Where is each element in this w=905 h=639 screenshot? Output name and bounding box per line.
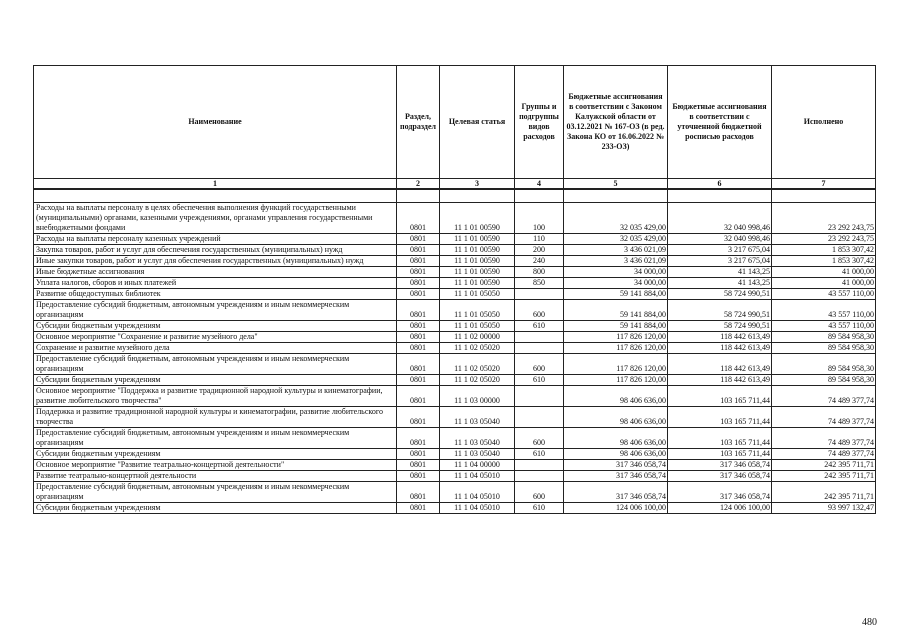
- row-section: 0801: [397, 234, 440, 245]
- row-group: 600: [515, 354, 564, 375]
- row-section: 0801: [397, 332, 440, 343]
- row-name: Субсидии бюджетным учреждениям: [34, 375, 397, 386]
- table-row: [34, 482, 876, 503]
- row-article: 11 1 03 05040: [440, 449, 515, 460]
- row-executed: 1 853 307,42: [772, 245, 876, 256]
- page-number: 480: [862, 617, 877, 628]
- row-article: 11 1 04 05010: [440, 503, 515, 514]
- row-article: 11 1 03 00000: [440, 386, 515, 407]
- row-name: Основное мероприятие "Развитие театрально-концертной деятельности": [34, 460, 397, 471]
- row-budget-law: 32 035 429,00: [564, 203, 668, 234]
- row-budget-refined: 32 040 998,46: [668, 203, 772, 234]
- header-row: [34, 66, 876, 179]
- row-name: Предоставление субсидий бюджетным, автономным учреждениям и иным некоммерческим организациям: [34, 300, 397, 321]
- budget-table: [33, 65, 876, 514]
- row-executed: 74 489 377,74: [772, 386, 876, 407]
- table-row: [34, 343, 876, 354]
- table-row: [34, 407, 876, 428]
- row-executed: 23 292 243,75: [772, 203, 876, 234]
- row-budget-refined: 41 143,25: [668, 267, 772, 278]
- row-executed: 242 395 711,71: [772, 471, 876, 482]
- row-group: [515, 471, 564, 482]
- row-name: Предоставление субсидий бюджетным, автономным учреждениям и иным некоммерческим организациям: [34, 354, 397, 375]
- row-group: 240: [515, 256, 564, 267]
- table-row: [34, 375, 876, 386]
- row-budget-refined: 118 442 613,49: [668, 332, 772, 343]
- row-section: 0801: [397, 300, 440, 321]
- row-article: 11 1 01 05050: [440, 300, 515, 321]
- row-article: 11 1 01 00590: [440, 203, 515, 234]
- row-article: 11 1 02 00000: [440, 332, 515, 343]
- row-section: 0801: [397, 449, 440, 460]
- row-budget-law: 117 826 120,00: [564, 332, 668, 343]
- table-row: [34, 203, 876, 234]
- row-budget-refined: 103 165 711,44: [668, 407, 772, 428]
- row-article: 11 1 02 05020: [440, 375, 515, 386]
- row-name: Основное мероприятие "Сохранение и развитие музейного дела": [34, 332, 397, 343]
- row-budget-law: 59 141 884,00: [564, 300, 668, 321]
- row-budget-refined: 103 165 711,44: [668, 449, 772, 460]
- header-name: Наименование: [34, 66, 397, 179]
- row-name: Основное мероприятие "Поддержка и развитие традиционной народной культуры и кинематографии, развитие любительского творчества": [34, 386, 397, 407]
- row-budget-law: 98 406 636,00: [564, 386, 668, 407]
- row-executed: 93 997 132,47: [772, 503, 876, 514]
- row-group: [515, 332, 564, 343]
- row-section: 0801: [397, 407, 440, 428]
- row-name: Сохранение и развитие музейного дела: [34, 343, 397, 354]
- row-article: 11 1 03 05040: [440, 428, 515, 449]
- row-section: 0801: [397, 460, 440, 471]
- row-executed: 43 557 110,00: [772, 300, 876, 321]
- row-name: Предоставление субсидий бюджетным, автономным учреждениям и иным некоммерческим организациям: [34, 482, 397, 503]
- header-article: Целевая статья: [440, 66, 515, 179]
- header-budget-law: Бюджетные ассигнования в соответствии с Законом Калужской области от 03.12.2021 № 167-ОЗ (в ред. Закона КО от 16.06.2022 № 233-ОЗ): [564, 66, 668, 179]
- row-budget-refined: 58 724 990,51: [668, 289, 772, 300]
- column-number: 6: [668, 179, 772, 190]
- row-section: 0801: [397, 289, 440, 300]
- row-section: 0801: [397, 321, 440, 332]
- table-row: [34, 386, 876, 407]
- row-article: 11 1 04 05010: [440, 471, 515, 482]
- row-executed: 89 584 958,30: [772, 375, 876, 386]
- spacer-row: [34, 189, 876, 203]
- table-row: [34, 449, 876, 460]
- column-number: 4: [515, 179, 564, 190]
- row-executed: 242 395 711,71: [772, 482, 876, 503]
- row-executed: 242 395 711,71: [772, 460, 876, 471]
- row-section: 0801: [397, 503, 440, 514]
- row-executed: 89 584 958,30: [772, 332, 876, 343]
- row-article: 11 1 01 00590: [440, 234, 515, 245]
- row-group: 600: [515, 300, 564, 321]
- row-section: 0801: [397, 428, 440, 449]
- row-group: 610: [515, 375, 564, 386]
- row-section: 0801: [397, 267, 440, 278]
- row-executed: 43 557 110,00: [772, 321, 876, 332]
- row-article: 11 1 03 05040: [440, 407, 515, 428]
- row-budget-law: 34 000,00: [564, 267, 668, 278]
- row-section: 0801: [397, 256, 440, 267]
- row-budget-law: 3 436 021,09: [564, 245, 668, 256]
- row-article: 11 1 01 00590: [440, 245, 515, 256]
- row-group: 800: [515, 267, 564, 278]
- row-budget-law: 117 826 120,00: [564, 354, 668, 375]
- row-group: [515, 343, 564, 354]
- row-article: 11 1 01 00590: [440, 256, 515, 267]
- row-article: 11 1 02 05020: [440, 343, 515, 354]
- row-group: 600: [515, 428, 564, 449]
- table-row: [34, 300, 876, 321]
- column-number: 1: [34, 179, 397, 190]
- column-number: 7: [772, 179, 876, 190]
- row-executed: 1 853 307,42: [772, 256, 876, 267]
- row-budget-law: 3 436 021,09: [564, 256, 668, 267]
- row-executed: 74 489 377,74: [772, 407, 876, 428]
- row-section: 0801: [397, 386, 440, 407]
- row-name: Предоставление субсидий бюджетным, автономным учреждениям и иным некоммерческим организациям: [34, 428, 397, 449]
- row-budget-refined: 3 217 675,04: [668, 245, 772, 256]
- row-article: 11 1 01 00590: [440, 267, 515, 278]
- row-budget-refined: 41 143,25: [668, 278, 772, 289]
- row-name: Субсидии бюджетным учреждениям: [34, 321, 397, 332]
- row-group: 200: [515, 245, 564, 256]
- row-budget-law: 32 035 429,00: [564, 234, 668, 245]
- table-row: [34, 256, 876, 267]
- header-budget-refined: Бюджетные ассигнования в соответствии с уточненной бюджетной росписью расходов: [668, 66, 772, 179]
- row-budget-refined: 3 217 675,04: [668, 256, 772, 267]
- row-executed: 74 489 377,74: [772, 428, 876, 449]
- row-name: Субсидии бюджетным учреждениям: [34, 449, 397, 460]
- row-group: [515, 386, 564, 407]
- row-budget-law: 98 406 636,00: [564, 449, 668, 460]
- row-name: Иные бюджетные ассигнования: [34, 267, 397, 278]
- row-budget-law: 317 346 058,74: [564, 482, 668, 503]
- row-section: 0801: [397, 278, 440, 289]
- table-row: [34, 428, 876, 449]
- row-group: 600: [515, 482, 564, 503]
- row-group: [515, 460, 564, 471]
- table-row: [34, 460, 876, 471]
- row-budget-law: 317 346 058,74: [564, 460, 668, 471]
- row-group: 610: [515, 503, 564, 514]
- row-name: Развитие театрально-концертной деятельности: [34, 471, 397, 482]
- table-row: [34, 245, 876, 256]
- row-name: Расходы на выплаты персоналу казенных учреждений: [34, 234, 397, 245]
- header-section: Раздел, подраздел: [397, 66, 440, 179]
- row-article: 11 1 04 00000: [440, 460, 515, 471]
- row-budget-law: 124 006 100,00: [564, 503, 668, 514]
- header-executed: Исполнено: [772, 66, 876, 179]
- column-number-row: [34, 179, 876, 190]
- table-row: [34, 354, 876, 375]
- row-executed: 41 000,00: [772, 278, 876, 289]
- row-budget-refined: 58 724 990,51: [668, 300, 772, 321]
- row-name: Субсидии бюджетным учреждениям: [34, 503, 397, 514]
- row-name: Закупка товаров, работ и услуг для обеспечения государственных (муниципальных) нужд: [34, 245, 397, 256]
- row-section: 0801: [397, 245, 440, 256]
- row-budget-law: 117 826 120,00: [564, 375, 668, 386]
- row-budget-refined: 317 346 058,74: [668, 471, 772, 482]
- row-group: 610: [515, 321, 564, 332]
- row-article: 11 1 01 05050: [440, 289, 515, 300]
- table-row: [34, 234, 876, 245]
- table-row: [34, 267, 876, 278]
- row-budget-law: 117 826 120,00: [564, 343, 668, 354]
- row-executed: 41 000,00: [772, 267, 876, 278]
- table-row: [34, 503, 876, 514]
- row-article: 11 1 02 05020: [440, 354, 515, 375]
- row-name: Поддержка и развитие традиционной народной культуры и кинематографии, развитие любительского творчества: [34, 407, 397, 428]
- row-group: 850: [515, 278, 564, 289]
- row-budget-law: 98 406 636,00: [564, 407, 668, 428]
- column-number: 2: [397, 179, 440, 190]
- row-article: 11 1 01 05050: [440, 321, 515, 332]
- row-article: 11 1 01 00590: [440, 278, 515, 289]
- row-group: [515, 407, 564, 428]
- row-executed: 74 489 377,74: [772, 449, 876, 460]
- row-budget-refined: 103 165 711,44: [668, 386, 772, 407]
- row-executed: 43 557 110,00: [772, 289, 876, 300]
- table-row: [34, 278, 876, 289]
- row-section: 0801: [397, 482, 440, 503]
- row-group: 100: [515, 203, 564, 234]
- row-budget-refined: 103 165 711,44: [668, 428, 772, 449]
- row-budget-refined: 317 346 058,74: [668, 482, 772, 503]
- table-row: [34, 321, 876, 332]
- row-budget-law: 34 000,00: [564, 278, 668, 289]
- row-budget-law: 98 406 636,00: [564, 428, 668, 449]
- row-budget-refined: 32 040 998,46: [668, 234, 772, 245]
- table-body: [34, 189, 876, 514]
- row-executed: 23 292 243,75: [772, 234, 876, 245]
- row-budget-refined: 317 346 058,74: [668, 460, 772, 471]
- row-budget-refined: 118 442 613,49: [668, 343, 772, 354]
- row-name: Развитие общедоступных библиотек: [34, 289, 397, 300]
- row-group: 610: [515, 449, 564, 460]
- row-executed: 89 584 958,30: [772, 354, 876, 375]
- row-section: 0801: [397, 354, 440, 375]
- row-budget-refined: 58 724 990,51: [668, 321, 772, 332]
- row-name: Иные закупки товаров, работ и услуг для обеспечения государственных (муниципальных) нужд: [34, 256, 397, 267]
- row-section: 0801: [397, 471, 440, 482]
- table-row: [34, 289, 876, 300]
- table-row: [34, 471, 876, 482]
- row-section: 0801: [397, 375, 440, 386]
- row-budget-refined: 118 442 613,49: [668, 354, 772, 375]
- row-group: 110: [515, 234, 564, 245]
- table-row: [34, 332, 876, 343]
- row-article: 11 1 04 05010: [440, 482, 515, 503]
- row-budget-law: 317 346 058,74: [564, 471, 668, 482]
- row-group: [515, 289, 564, 300]
- row-name: Расходы на выплаты персоналу в целях обеспечения выполнения функций государственными (муниципальными) органами, казенными учреждениями, органами управления государственными внебюджетными фондами: [34, 203, 397, 234]
- row-section: 0801: [397, 343, 440, 354]
- row-budget-law: 59 141 884,00: [564, 289, 668, 300]
- row-budget-refined: 124 006 100,00: [668, 503, 772, 514]
- header-group: Группы и подгруппы видов расходов: [515, 66, 564, 179]
- row-budget-refined: 118 442 613,49: [668, 375, 772, 386]
- row-name: Уплата налогов, сборов и иных платежей: [34, 278, 397, 289]
- row-section: 0801: [397, 203, 440, 234]
- row-executed: 89 584 958,30: [772, 343, 876, 354]
- row-budget-law: 59 141 884,00: [564, 321, 668, 332]
- column-number: 5: [564, 179, 668, 190]
- column-number: 3: [440, 179, 515, 190]
